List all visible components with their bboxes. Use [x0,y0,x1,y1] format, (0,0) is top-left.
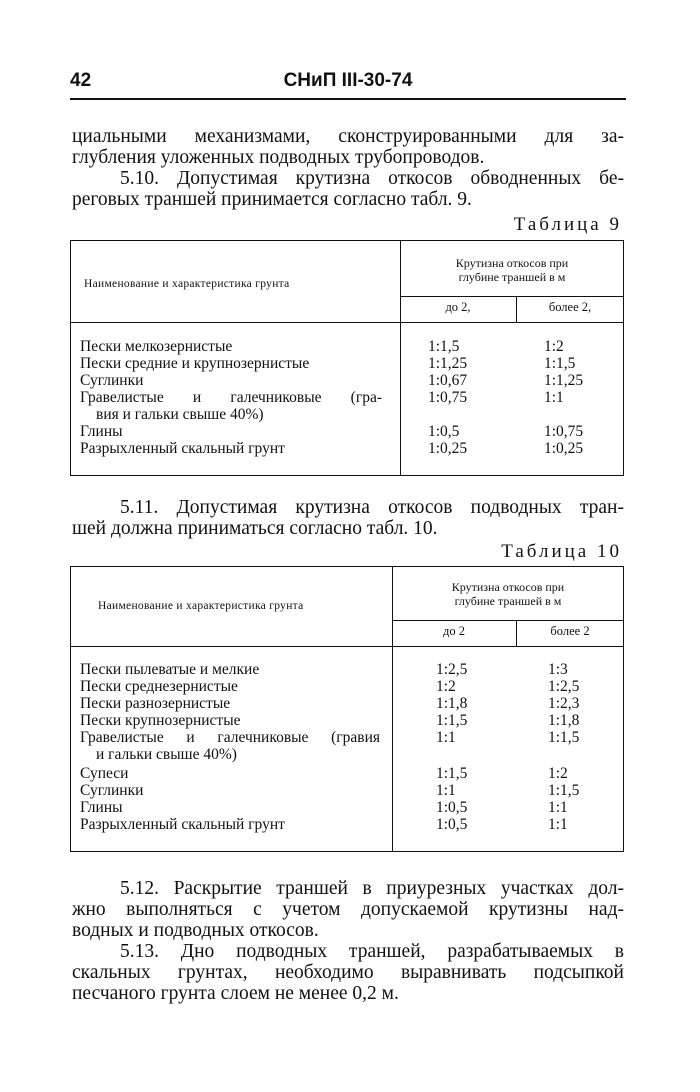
slope-depth-2: 1:1,5 [548,782,580,799]
text-line: жно выполняться с учетом допускаемой крутизны над- [72,899,624,920]
slope-depth-1: 1:0,75 [428,389,468,406]
document-code: СНиП III-30-74 [283,70,413,91]
slope-depth-2: 1:1,5 [544,355,576,372]
soil-name: Глины [80,423,123,440]
text-line: 5.13. Дно подводных траншей, разрабатываемых в [120,941,624,962]
column-header-depth-2: более 2 [550,624,590,638]
slope-depth-2: 1:1 [544,389,564,406]
soil-name: Суглинки [80,782,144,799]
table-rule [70,240,624,241]
slope-depth-2: 1:1,5 [548,729,580,746]
table-row [70,423,624,440]
text-line: водных и подводных откосов. [72,920,319,941]
column-header-slope: Крутизна откосов при глубине траншей в м [451,580,565,608]
table-row [70,712,624,729]
slope-depth-2: 1:3 [548,661,568,678]
soil-name: Пески среднезернистые [80,678,238,695]
text-line: 5.11. Допустимая крутизна откосов подводных тран- [120,497,624,518]
column-header-depth-1: до 2, [445,300,471,314]
slope-depth-1: 1:2,5 [436,661,468,678]
table-row [70,816,624,833]
table-rule [392,620,624,621]
text-line: скальных грунтах, необходимо выравнивать подсыпкой [72,962,624,983]
table-row [70,406,624,423]
slope-depth-2: 1:2,5 [548,678,580,695]
soil-name: Пески крупнозернистые [80,712,241,729]
table-row [70,782,624,799]
text-line: песчаного грунта слоем не менее 0,2 м. [72,983,399,1004]
paragraph-top [72,126,624,210]
soil-name: Супеси [80,765,129,782]
table-row [70,765,624,782]
table-9 [70,240,624,476]
slope-depth-2: 1:0,75 [544,423,584,440]
slope-depth-2: 1:2,3 [548,695,580,712]
table-row [70,695,624,712]
slope-depth-2: 1:1 [548,816,568,833]
table-row [70,678,624,695]
slope-depth-2: 1:2 [544,338,564,355]
table-rule [70,851,624,852]
soil-name: Суглинки [80,372,144,389]
soil-name: Разрыхленный скальный грунт [80,816,285,833]
column-header-depth-1: до 2 [443,624,465,638]
slope-depth-1: 1:0,5 [428,423,460,440]
slope-depth-1: 1:1 [436,782,456,799]
soil-name: Пески мелкозернистые [80,338,233,355]
slope-depth-1: 1:0,5 [436,816,468,833]
soil-name: Разрыхленный скальный грунт [80,440,285,457]
soil-name: и гальки свыше 40%) [96,746,237,763]
paragraph-bottom [72,878,624,1004]
table-row [70,661,624,678]
column-header-name: Наименование и характеристика грунта [84,278,290,290]
soil-name: Пески пылеватые и мелкие [80,661,260,678]
table-rule [70,646,624,647]
text-line: реговых траншей принимается согласно табл. 9. [72,189,472,210]
soil-name: вия и гальки свыше 40%) [96,406,264,423]
slope-depth-2: 1:1,25 [544,372,584,389]
page-header [70,70,626,94]
table-row [70,799,624,816]
table-row [70,440,624,457]
table-10-caption: Таблица 10 [501,541,622,562]
table-rule [70,566,624,567]
paragraph-middle [72,497,624,539]
text-line: 5.10. Допустимая крутизна откосов обводненных бе- [120,168,624,189]
slope-depth-1: 1:1,5 [428,338,460,355]
slope-depth-1: 1:1 [436,729,456,746]
page-number: 42 [70,70,92,91]
table-row [70,389,624,406]
table-rule [70,322,624,323]
soil-name: Глины [80,799,123,816]
table-row [70,355,624,372]
soil-name: Гравелистые и галечниковые (гра- [80,389,382,406]
soil-name: Пески разнозернистые [80,695,231,712]
slope-depth-2: 1:1,8 [548,712,580,729]
soil-name: Гравелистые и галечниковые (гравия [80,729,380,746]
text-line: шей должна приниматься согласно табл. 10. [72,518,438,539]
slope-depth-1: 1:0,67 [428,372,468,389]
table-row [70,746,624,763]
column-header-slope: Крутизна откосов при глубине траншей в м [455,256,569,284]
column-header-depth-2: более 2, [548,300,592,314]
slope-depth-2: 1:2 [548,765,568,782]
table-row [70,338,624,355]
slope-depth-1: 1:1,5 [436,765,468,782]
text-line: циальными механизмами, сконструированными для за- [72,126,624,147]
slope-depth-2: 1:0,25 [544,440,584,457]
text-line: глубления уложенных подводных трубопроводов. [72,147,485,168]
header-rule [70,98,626,100]
slope-depth-1: 1:2 [436,678,456,695]
table-rule [70,475,624,476]
table-10 [70,566,624,852]
soil-name: Пески средние и крупнозернистые [80,355,310,372]
slope-depth-1: 1:1,8 [436,695,468,712]
table-9-caption: Таблица 9 [513,214,622,235]
slope-depth-1: 1:0,25 [428,440,468,457]
slope-depth-1: 1:1,5 [436,712,468,729]
slope-depth-1: 1:1,25 [428,355,468,372]
slope-depth-1: 1:0,5 [436,799,468,816]
text-line: 5.12. Раскрытие траншей в приурезных участках дол- [120,878,624,899]
table-row [70,729,624,746]
slope-depth-2: 1:1 [548,799,568,816]
table-row [70,372,624,389]
column-header-name: Наименование и характеристика грунта [98,600,304,612]
table-rule [400,296,624,297]
